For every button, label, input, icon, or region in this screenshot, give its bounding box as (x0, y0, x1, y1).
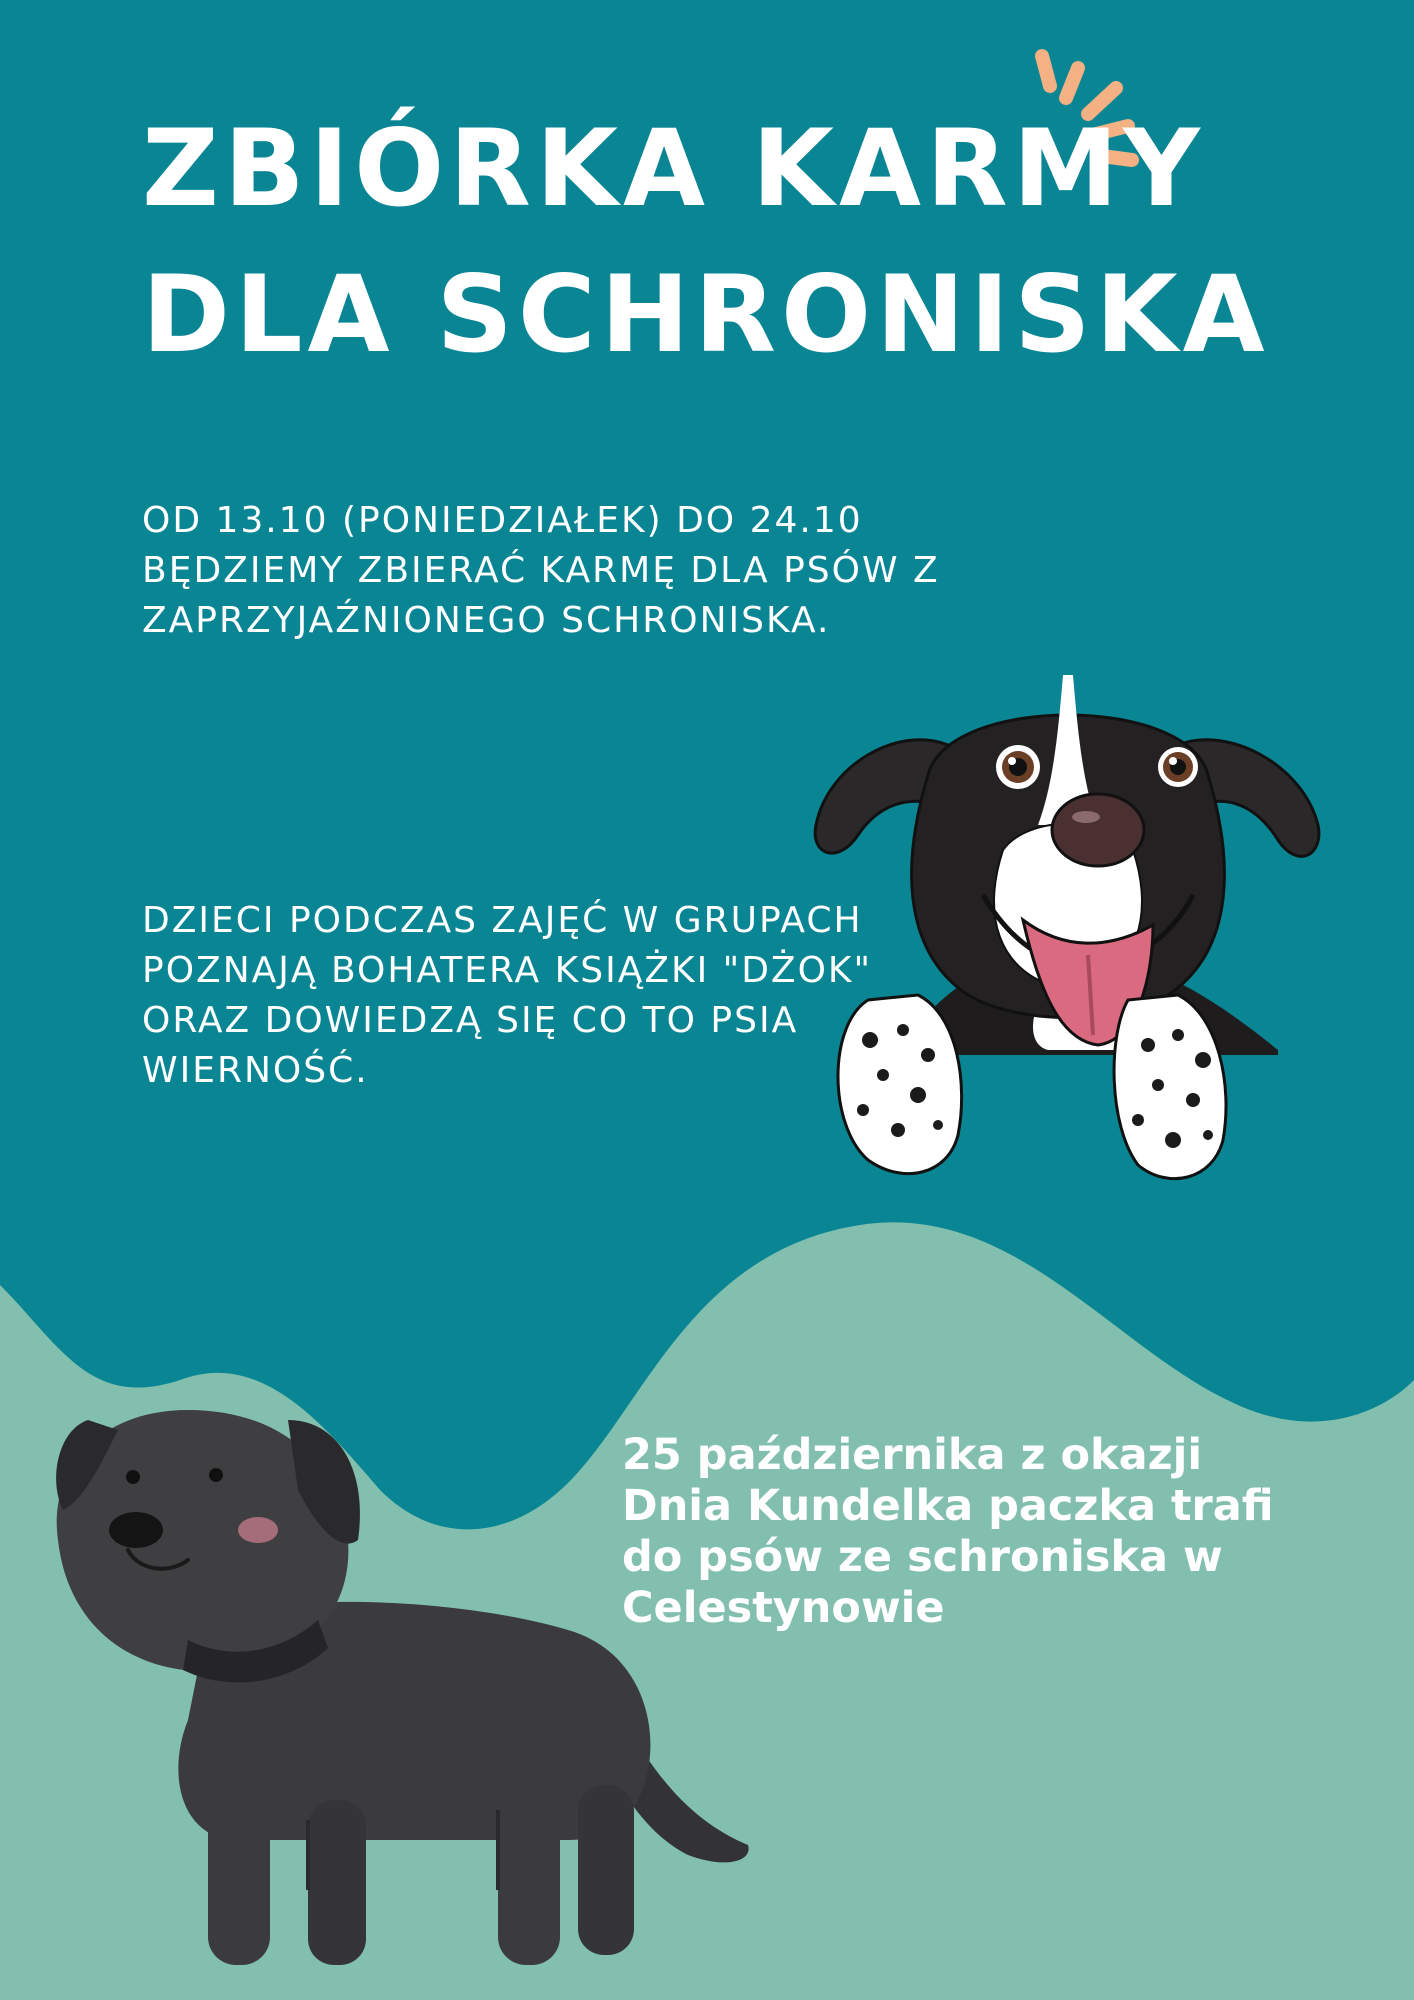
text-line: Dnia Kundelka paczka trafi (622, 1481, 1274, 1531)
text-line: ORAZ DOWIEDZĄ SIĘ CO TO PSIA (142, 1000, 799, 1041)
collection-dates-text (142, 496, 940, 646)
text-line: Celestynowie (622, 1583, 945, 1633)
text-line: OD 13.10 (PONIEDZIAŁEK) DO 24.10 (142, 500, 863, 541)
text-line: 25 października z okazji (622, 1430, 1203, 1480)
text-line: ZAPRZYJAŹNIONEGO SCHRONISKA. (142, 600, 831, 641)
title-line-1: ZBIÓRKA KARMY (142, 107, 1205, 230)
text-line: WIERNOŚĆ. (142, 1050, 369, 1091)
shelter-delivery-note (622, 1430, 1274, 1634)
text-line: do psów ze schroniska w (622, 1532, 1223, 1582)
poster-title (142, 96, 1270, 388)
text-line: BĘDZIEMY ZBIERAĆ KARMĘ DLA PSÓW Z (142, 550, 940, 591)
happy-black-white-dog-icon (808, 655, 1328, 1200)
text-line: DZIECI PODCZAS ZAJĘĆ W GRUPACH (142, 900, 863, 941)
text-line: POZNAJĄ BOHATERA KSIĄŻKI "DŻOK" (142, 950, 873, 991)
children-activity-text (142, 896, 872, 1096)
title-line-2: DLA SCHRONISKA (142, 253, 1270, 376)
